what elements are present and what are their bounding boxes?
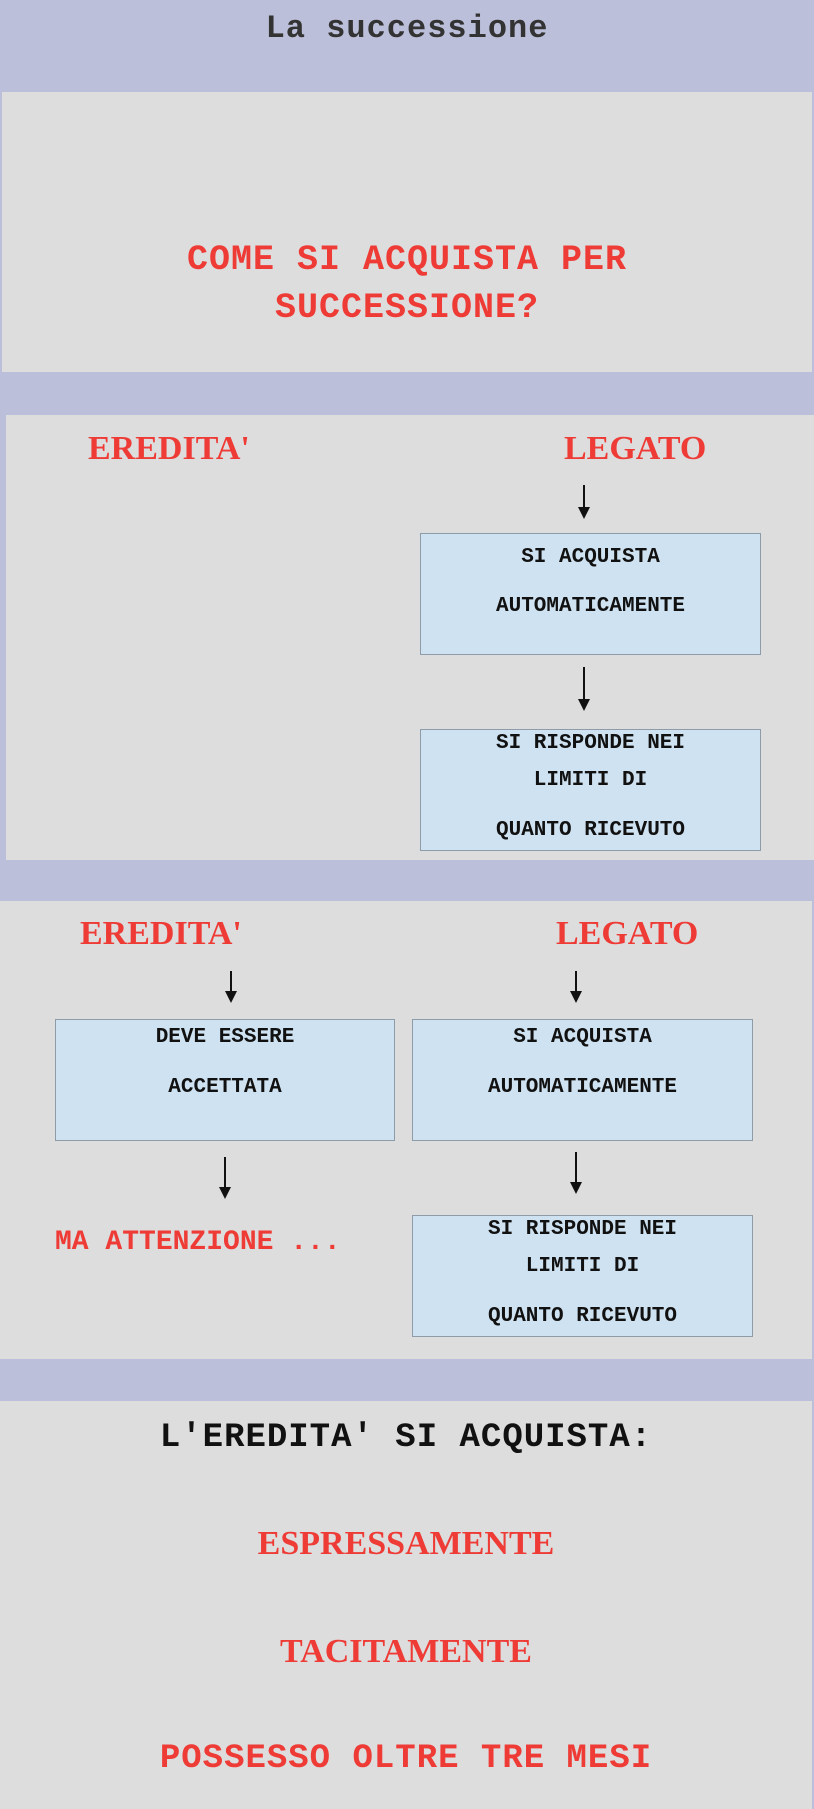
- page-title: La successione: [265, 10, 549, 47]
- box-line: SI RISPONDE NEI: [495, 732, 686, 755]
- box-line: SI RISPONDE NEI: [487, 1218, 678, 1241]
- box-line: SI ACQUISTA: [521, 546, 660, 569]
- slide-confronto: [0, 901, 812, 1359]
- item-possesso: POSSESSO OLTRE TRE MESI: [159, 1740, 653, 1778]
- box-line: AUTOMATICAMENTE: [495, 595, 686, 618]
- heading-eredita: EREDITA': [88, 430, 250, 467]
- arrow-down-icon: [224, 1157, 226, 1197]
- box-si-risponde: [412, 1215, 753, 1337]
- box-line: AUTOMATICAMENTE: [487, 1076, 678, 1099]
- box-line: QUANTO RICEVUTO: [487, 1305, 678, 1328]
- box-line: QUANTO RICEVUTO: [495, 819, 686, 842]
- arrow-down-icon: [583, 485, 585, 517]
- slide-legato: [6, 415, 814, 860]
- item-espressamente: ESPRESSAMENTE: [257, 1525, 555, 1562]
- slide4-heading: L'EREDITA' SI ACQUISTA:: [159, 1419, 653, 1457]
- box-line: LIMITI DI: [525, 1255, 640, 1278]
- warning-text: MA ATTENZIONE ...: [55, 1227, 341, 1258]
- slide-modi-acquisto: [0, 1401, 812, 1809]
- slide-question: [2, 92, 812, 372]
- box-si-acquista: [420, 533, 761, 655]
- heading-legato: LEGATO: [556, 915, 699, 952]
- box-si-risponde: [420, 729, 761, 851]
- item-tacitamente: TACITAMENTE: [280, 1633, 532, 1670]
- box-line: SI ACQUISTA: [513, 1026, 652, 1049]
- box-line: DEVE ESSERE: [155, 1026, 295, 1049]
- box-si-acquista: [412, 1019, 753, 1141]
- heading-legato: LEGATO: [564, 430, 707, 467]
- arrow-down-icon: [583, 667, 585, 709]
- heading-eredita: EREDITA': [80, 915, 242, 952]
- box-line: ACCETTATA: [168, 1076, 282, 1099]
- arrow-down-icon: [230, 971, 232, 1001]
- arrow-down-icon: [575, 1152, 577, 1192]
- arrow-down-icon: [575, 971, 577, 1001]
- box-line: LIMITI DI: [533, 769, 648, 792]
- question-line-1: COME SI ACQUISTA PER: [186, 240, 628, 280]
- question-line-2: SUCCESSIONE?: [274, 288, 540, 328]
- box-deve-essere-accettata: [55, 1019, 395, 1141]
